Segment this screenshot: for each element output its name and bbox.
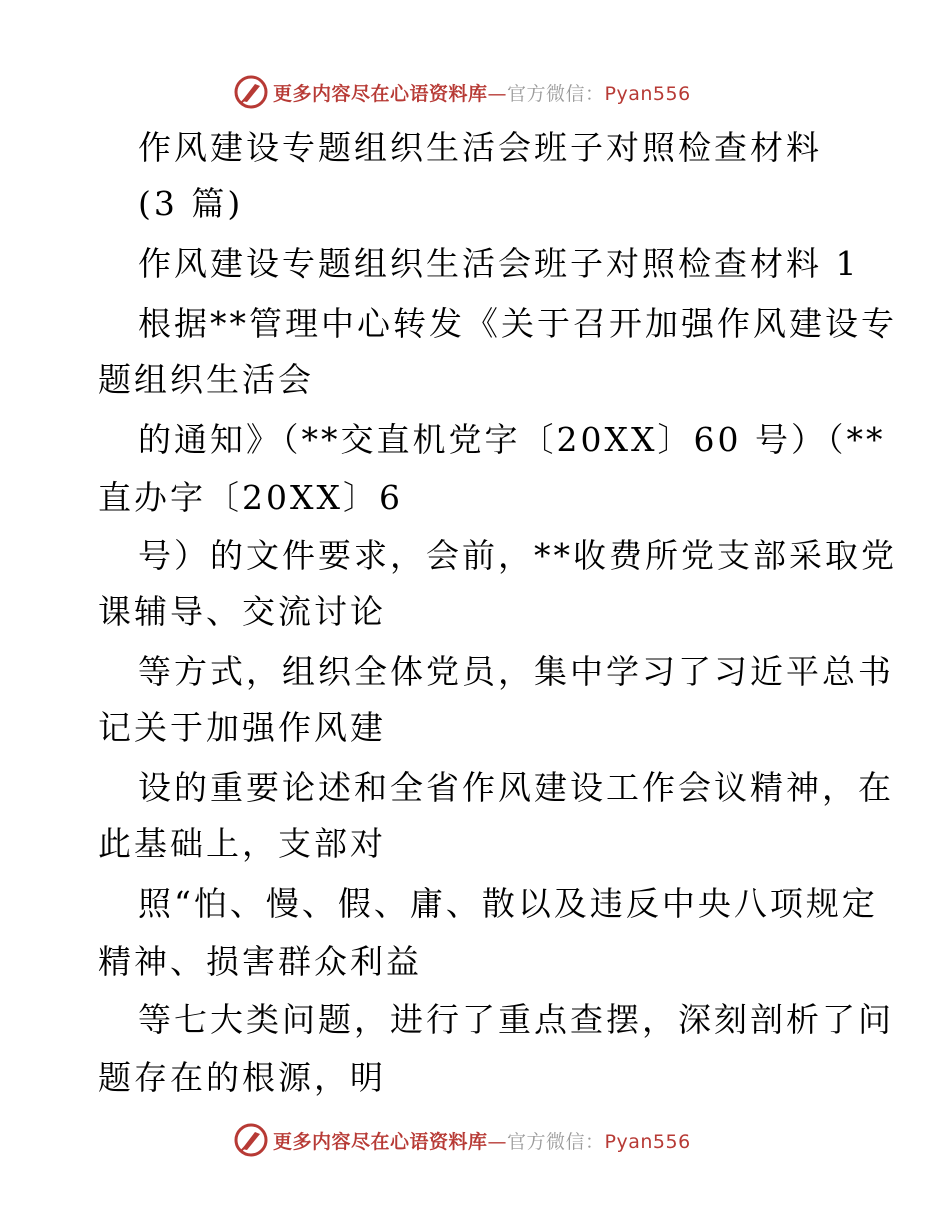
document-title-line-1: 作风建设专题组织生活会班子对照检查材料 <box>138 128 822 167</box>
quill-logo-icon <box>233 74 269 110</box>
paragraph-line: 记关于加强作风建 <box>98 708 386 747</box>
quill-logo-icon <box>233 1122 269 1158</box>
paragraph-line: 直办字〔20XX〕6 <box>98 478 403 517</box>
watermark-wechat-id: Pyan556 <box>604 1130 691 1153</box>
paragraph-line: 的通知》（**交直机党字〔20XX〕60 号）（** <box>138 420 886 459</box>
header-watermark <box>233 72 753 112</box>
watermark-dash: — <box>487 1130 508 1153</box>
paragraph-line: 照“怕、慢、假、庸、散以及违反中央八项规定 <box>138 884 878 923</box>
paragraph-line: 等方式，组织全体党员，集中学习了习近平总书 <box>138 652 894 691</box>
paragraph-line: 等七大类问题，进行了重点查摆，深刻剖析了问 <box>138 1000 894 1039</box>
document-title-line-2: (3 篇) <box>138 184 244 223</box>
watermark-brand: 更多内容尽在心语资料库 <box>273 82 488 105</box>
watermark-text <box>273 79 691 106</box>
paragraph-line: 题组织生活会 <box>98 360 314 399</box>
section-heading: 作风建设专题组织生活会班子对照检查材料 1 <box>138 244 860 283</box>
watermark-dash: — <box>487 82 508 105</box>
watermark-subtitle: 官方微信： <box>507 1130 605 1153</box>
watermark-wechat-id: Pyan556 <box>604 82 691 105</box>
paragraph-line: 此基础上，支部对 <box>98 824 386 863</box>
paragraph-line: 根据**管理中心转发《关于召开加强作风建设专 <box>138 304 897 343</box>
paragraph-line: 题存在的根源，明 <box>98 1058 386 1097</box>
paragraph-line: 精神、损害群众利益 <box>98 942 422 981</box>
paragraph-line: 课辅导、交流讨论 <box>98 592 386 631</box>
watermark-text <box>273 1127 691 1154</box>
footer-watermark <box>233 1120 753 1160</box>
paragraph-line: 号）的文件要求，会前，**收费所党支部采取党 <box>138 536 897 575</box>
watermark-subtitle: 官方微信： <box>507 82 605 105</box>
paragraph-line: 设的重要论述和全省作风建设工作会议精神，在 <box>138 768 894 807</box>
watermark-brand: 更多内容尽在心语资料库 <box>273 1130 488 1153</box>
